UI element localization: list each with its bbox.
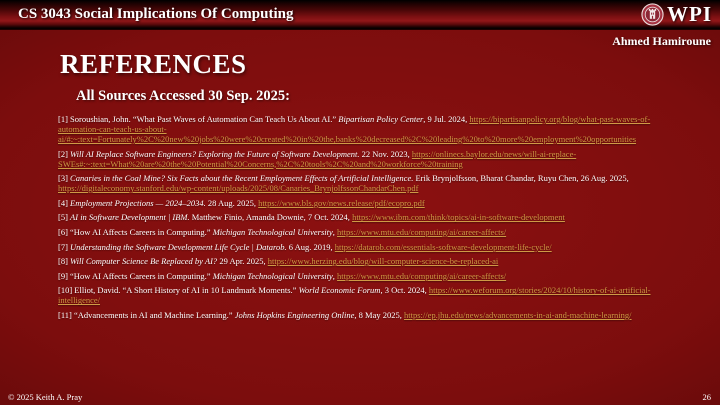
wpi-logo (641, 2, 712, 27)
reference-link[interactable]: https://www.weforum.org/stories/2024/10/history-of-ai-artificial-intelligence/ (58, 285, 651, 306)
reference-text: [1] Soroushian, John. “What Past Waves of Automation Can Teach Us About AI.” (58, 114, 339, 124)
reference-text: , 8 May 2025, (354, 309, 404, 320)
reference-text: Bipartisan Policy Center (338, 114, 424, 124)
wpi-logo-text: WPI (667, 2, 712, 26)
reference-text: [7] (58, 241, 71, 252)
reference-text: [6] “How AI Affects Careers in Computing.” (58, 226, 213, 237)
reference-link[interactable]: https://www.mtu.edu/computing/ai/career-affects/ (337, 226, 507, 237)
reference-text: 6 Aug. 2019, (286, 241, 335, 252)
reference-item (58, 114, 680, 144)
reference-link[interactable]: https://www.herzing.edu/blog/will-computer-science-be-replaced-ai (267, 256, 499, 267)
reference-text: 22 Nov. 2023, (359, 148, 412, 159)
copyright-notice: © 2025 Keith A. Pray (8, 392, 83, 402)
title-bar (0, 0, 720, 30)
reference-text: Will AI Replace Software Engineers? Exploring the Future of Software Development. (70, 148, 360, 159)
reference-text: [11] “Advancements in AI and Machine Learning.” (58, 309, 235, 320)
reference-text: Johns Hopkins Engineering Online (234, 309, 355, 320)
reference-text: Erik Brynjolfsson, Bharat Chandar, Ruyu Chen, 26 Aug. 2025, (413, 173, 629, 184)
reference-text: Matthew Finio, Amanda Downie, 7 Oct. 2024, (189, 212, 353, 223)
reference-text: Employment Projections — 2024–2034. (70, 197, 206, 208)
reference-link[interactable]: https://www.bls.gov/news.release/pdf/ecopro.pdf (258, 197, 425, 208)
reference-text: [8] (58, 256, 71, 267)
reference-item (58, 173, 680, 193)
reference-text: AI in Software Development | IBM. (70, 212, 190, 223)
reference-link[interactable]: https://digitaleconomy.stanford.edu/wp-content/uploads/2025/08/Canaries_BrynjolfssonChandarChen.pdf (58, 183, 419, 194)
reference-text: Canaries in the Coal Mine? Six Facts about the Recent Employment Effects of Artificial Intelligence. (70, 173, 414, 184)
reference-text: Will Computer Science Be Replaced by AI? (70, 256, 218, 267)
reference-text: World Economic Forum (298, 285, 381, 296)
reference-text: , (332, 226, 338, 237)
reference-item (58, 285, 680, 305)
reference-text: 28 Aug. 2025, (205, 197, 259, 208)
reference-text: Michigan Technological University (212, 226, 333, 237)
reference-text: [10] Elliot, David. “A Short History of AI in 10 Landmark Moments.” (58, 285, 299, 296)
reference-text: 29 Apr. 2025, (217, 256, 268, 267)
reference-item (58, 227, 680, 237)
page-title: REFERENCES (60, 49, 247, 79)
reference-item (58, 256, 680, 266)
reference-link[interactable]: https://onlinecs.baylor.edu/news/will-ai-replace-SWEs#:~:text=What%20are%20the%20Potential%20Concerns,%2C%20tools%2C%20and%20workforce%20training (58, 148, 577, 169)
reference-item (58, 310, 680, 320)
reference-link[interactable]: https://www.mtu.edu/computing/ai/career-affects/ (337, 270, 507, 281)
reference-text: , (332, 270, 338, 281)
reference-text: , 3 Oct. 2024, (380, 285, 429, 296)
reference-text: [4] (58, 197, 71, 208)
reference-link[interactable]: https://bipartisanpolicy.org/blog/what-past-waves-of-automation-can-teach-us-about-ai/#:~:text=Fortunately%2C%20new%20jobs%20were%20created%20in%20the,banks%20decreased%2C%20leading%20to%20more%20employment%20opportunities (58, 114, 651, 144)
reference-text: [5] (58, 212, 71, 223)
reference-item (58, 242, 680, 252)
wpi-seal-icon (641, 3, 664, 26)
author-name: Ahmed Hamiroune (612, 34, 711, 48)
reference-text: , 9 Jul. 2024, (423, 114, 470, 124)
reference-link[interactable]: https://ep.jhu.edu/news/advancements-in-ai-and-machine-learning/ (404, 309, 632, 320)
reference-item (58, 149, 680, 169)
reference-text: [3] (58, 173, 71, 184)
reference-text: Understanding the Software Development Life Cycle | Datarob. (70, 241, 287, 252)
reference-item (58, 212, 680, 222)
reference-text: Michigan Technological University (212, 270, 333, 281)
reference-text: [9] “How AI Affects Careers in Computing.” (58, 270, 213, 281)
reference-item (58, 198, 680, 208)
reference-text: [2] (58, 148, 71, 159)
course-title: CS 3043 Social Implications Of Computing (18, 6, 294, 22)
page-number: 26 (702, 392, 711, 402)
reference-item (58, 271, 680, 281)
references-list (58, 114, 680, 325)
sources-accessed-subtitle: All Sources Accessed 30 Sep. 2025: (76, 88, 291, 104)
reference-link[interactable]: https://www.ibm.com/think/topics/ai-in-software-development (352, 212, 565, 223)
reference-link[interactable]: https://datarob.com/essentials-software-development-life-cycle/ (334, 241, 552, 252)
